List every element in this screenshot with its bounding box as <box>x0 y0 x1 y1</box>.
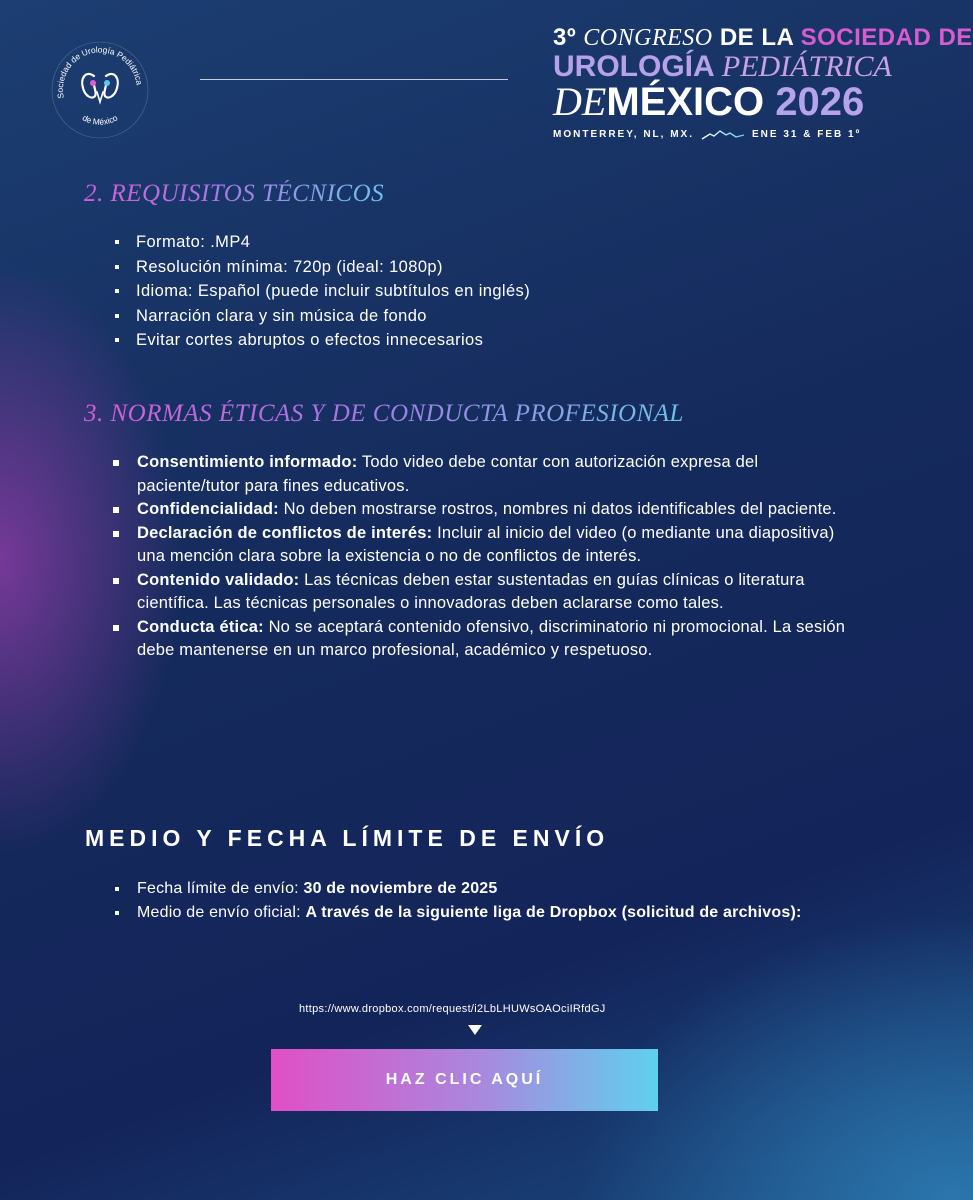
ethics-list <box>112 451 852 663</box>
item-text: Las técnicas deben estar sustentadas en guías clínicas o literatura científica. Las técnicas personales o innovadoras deben aclararse como tales. <box>137 570 805 612</box>
section-title-ethics: 3. NORMAS ÉTICAS Y DE CONDUCTA PROFESIONAL <box>84 400 684 427</box>
event-sociedad: SOCIEDAD <box>800 24 932 51</box>
list-item <box>112 901 852 925</box>
technical-requirements-list <box>110 230 530 353</box>
event-pediatrica: PEDIÁTRICA <box>721 50 892 83</box>
deadline-date-label: Fecha límite de envío: <box>137 880 304 897</box>
event-ordinal: 3º <box>553 24 577 51</box>
deadline-list <box>112 877 852 925</box>
event-de: DE <box>938 24 973 51</box>
event-mexico: MÉXICO <box>606 80 765 124</box>
item-text: Todo video debe contar con autorización expresa del paciente/tutor para fines educativos. <box>137 453 759 495</box>
society-logo <box>50 40 150 140</box>
arrow-down-icon <box>468 1025 482 1035</box>
list-item <box>112 451 852 498</box>
event-congreso: CONGRESO <box>583 25 713 51</box>
item-label: Contenido validado: <box>137 570 300 589</box>
list-item <box>112 522 852 569</box>
event-de-la: DE LA <box>719 24 794 51</box>
event-title <box>553 24 973 140</box>
logo-bottom-text: de México <box>80 112 120 127</box>
list-item: Resolución mínima: 720p (ideal: 1080p) <box>110 255 530 280</box>
list-item <box>112 569 852 616</box>
item-text: Incluir al inicio del video (o mediante una diapositiva) una mención clara sobre la existencia o no de conflictos de interés. <box>137 523 835 565</box>
section-title-technical: 2. REQUISITOS TÉCNICOS <box>84 180 385 207</box>
list-item: Formato: .MP4 <box>110 230 530 255</box>
deadline-title: MEDIO Y FECHA LÍMITE DE ENVÍO <box>85 825 610 851</box>
item-label: Confidencialidad: <box>137 500 279 518</box>
deadline-medium-value: A través de la siguiente liga de Dropbox (solicitud de archivos): <box>305 904 802 921</box>
list-item <box>112 877 852 901</box>
event-urologia: UROLOGÍA <box>553 50 714 83</box>
mountains-icon <box>702 130 744 140</box>
deadline-date-value: 30 de noviembre de 2025 <box>303 880 498 897</box>
deadline-medium-label: Medio de envío oficial: <box>137 904 306 921</box>
item-text: No deben mostrarse rostros, nombres ni datos identificables del paciente. <box>278 500 837 518</box>
list-item: Narración clara y sin música de fondo <box>110 304 530 329</box>
event-de-mexico-de: DE <box>553 79 607 124</box>
item-label: Consentimiento informado: <box>137 453 358 471</box>
list-item: Evitar cortes abruptos o efectos innecesarios <box>110 328 530 353</box>
item-label: Declaración de conflictos de interés: <box>137 523 433 542</box>
svg-text:Sociedad de Urología Pediátric <box>55 44 145 99</box>
list-item <box>112 498 852 522</box>
header-divider <box>200 79 508 80</box>
event-dates: ENE 31 & FEB 1º <box>752 129 862 140</box>
item-text: No se aceptará contenido ofensivo, discriminatorio ni promocional. La sesión debe mantenerse en un marco profesional, académico y respetuoso. <box>137 617 846 659</box>
event-location: MONTERREY, NL, MX. <box>553 129 695 140</box>
logo-ring-text: Sociedad de Urología Pediátrica <box>54 44 145 100</box>
event-year: 2026 <box>775 80 865 124</box>
dropbox-link[interactable]: https://www.dropbox.com/request/i2LbLHUWsOAOciIRfdGJ <box>299 1003 606 1015</box>
click-here-button[interactable]: HAZ CLIC AQUÍ <box>271 1049 658 1111</box>
list-item <box>112 616 852 663</box>
kidneys-icon <box>82 74 118 102</box>
list-item: Idioma: Español (puede incluir subtítulos en inglés) <box>110 279 530 304</box>
item-label: Conducta ética: <box>137 617 264 636</box>
svg-text:de México <box>81 112 120 127</box>
